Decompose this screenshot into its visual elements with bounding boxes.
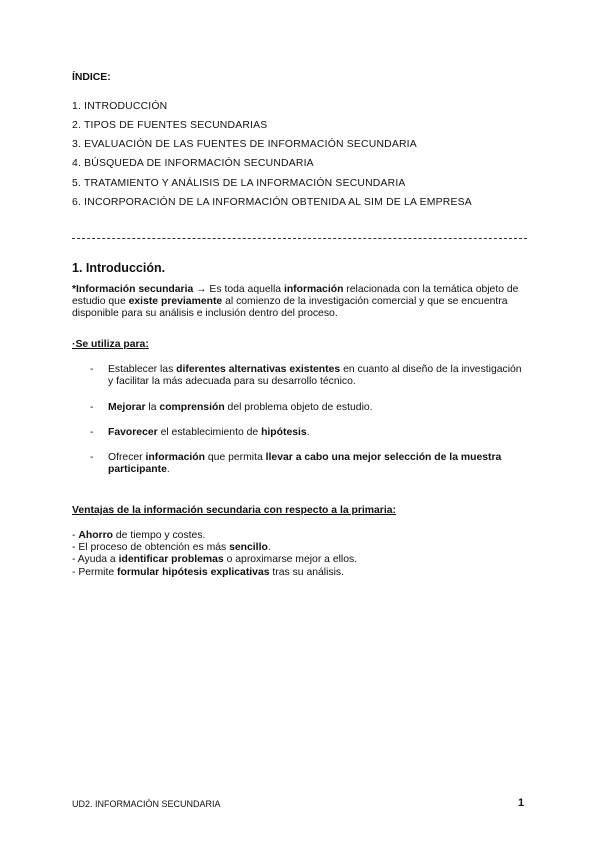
index-item: 1. INTRODUCCIÓN [72,101,168,112]
bold-text: Favorecer [108,427,158,438]
text: - El proceso de obtención es más [72,542,230,554]
use-item [108,364,528,388]
bullet-dash: - [90,452,94,463]
bold-text: identificar problemas [118,554,224,566]
bold-text: información [145,452,205,463]
text: del problema objeto de estudio. [224,402,373,413]
divider [72,238,527,239]
index-item: 6. INCORPORACIÓN DE LA INFORMACIÓN OBTENIDA AL SIM DE LA EMPRESA [72,197,472,208]
text: la [145,402,160,413]
uses-title: ·Se utiliza para: [72,339,149,350]
definition-paragraph [72,284,532,321]
bold-text: Ahorro [78,530,113,541]
bold-text: hipótesis [261,427,307,438]
bold-text: *Información secundaria [72,284,194,295]
text: - Ayuda a [72,554,119,566]
text: al comienzo de la investigación comercial y que se encuentra disponible para su análisis e inclusión dentro del proceso. [72,296,508,320]
use-item [108,402,528,414]
text: → Es toda aquella [193,284,284,295]
bullet-dash: - [90,364,94,375]
bold-text: existe previamente [128,296,223,308]
bold-text: formular hipótesis explicativas [117,566,270,578]
advantages-title: Ventajas de la información secundaria con respecto a la primaria: [72,505,396,516]
use-item [108,427,528,439]
bold-text: Mejorar [108,402,146,413]
text: . [267,542,271,554]
text: que permita [205,452,266,463]
index-item: 5. TRATAMIENTO Y ANÁLISIS DE LA INFORMACIÓN SECUNDARIA [72,178,406,189]
section-title: 1. Introducción. [72,261,166,275]
index-item: 3. EVALUACIÓN DE LAS FUENTES DE INFORMACIÓN SECUNDARIA [72,139,417,150]
text: relacionada con la temática objeto de estudio que [72,284,519,308]
text: - [72,530,79,541]
text: - Permite [72,566,118,578]
footer-title: UD2. INFORMACIÓN SECUNDARIA [72,799,221,809]
advantage-item [72,567,532,579]
text: . [166,464,170,476]
text: Ofrecer [108,452,146,463]
advantage-item [72,530,532,542]
page-number: 1 [518,797,525,809]
bold-text: comprensión [159,402,225,413]
text: tras su análisis. [269,566,344,578]
text: de tiempo y costes. [113,530,206,541]
bold-text: sencillo [229,542,268,554]
bullet-dash: - [90,402,94,413]
text: . [306,427,310,438]
bullet-dash: - [90,427,94,438]
use-item [108,452,503,476]
index-item: 2. TIPOS DE FUENTES SECUNDARIAS [72,120,268,131]
advantages-list [72,530,532,579]
text: el establecimiento de [157,427,262,438]
bold-text: diferentes alternativas existentes [176,364,341,375]
text: o aproximarse mejor a ellos. [223,554,358,566]
advantage-item [72,554,532,566]
index-item: 4. BÚSQUEDA DE INFORMACIÓN SECUNDARIA [72,158,314,169]
index-title: ÍNDICE: [72,72,111,83]
bold-text: llevar a cabo una mejor selección de la muestra participante [108,452,502,476]
advantage-item [72,542,532,554]
bold-text: información [283,284,344,295]
text: Establecer las [108,364,177,375]
text: en cuanto al diseño de la investigación y facilitar la más adecuada para su desarrollo técnico. [108,364,522,388]
